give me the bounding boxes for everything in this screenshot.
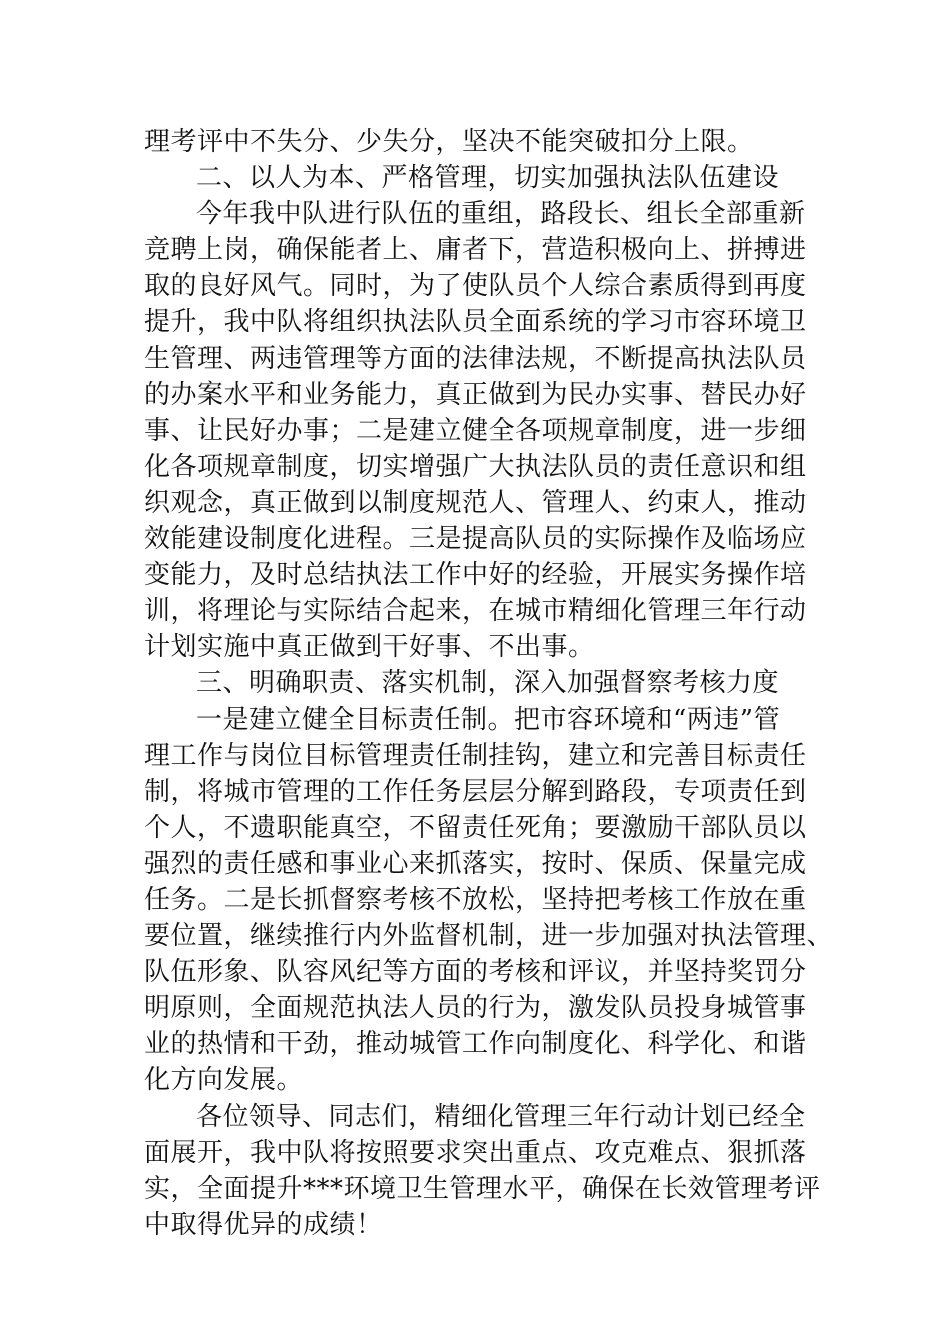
text-line: 队伍形象、队容风纪等方面的考核和评议，并坚持奖罚分 bbox=[144, 957, 807, 988]
text-line: 生管理、两违管理等方面的法律法规，不断提高执法队员 bbox=[144, 343, 807, 374]
document-body bbox=[144, 124, 834, 1243]
text-line: 提升，我中队将组织执法队员全面系统的学习市容环境卫 bbox=[144, 307, 807, 338]
text-line: 竞聘上岗，确保能者上、庸者下，营造积极向上、拼搏进 bbox=[144, 235, 807, 266]
text-line: 训，将理论与实际结合起来，在城市精细化管理三年行动 bbox=[144, 596, 807, 627]
paragraph-first-line: 一是建立健全目标责任制。把市容环境和“两违”管 bbox=[196, 704, 781, 735]
text-line: 实，全面提升***环境卫生管理水平，确保在长效管理考评 bbox=[144, 1173, 821, 1204]
text-line: 强烈的责任感和事业心来抓落实，按时、保质、保量完成 bbox=[144, 848, 807, 879]
text-line: 取的良好风气。同时，为了使队员个人综合素质得到再度 bbox=[144, 271, 807, 302]
text-line: 计划实施中真正做到干好事、不出事。 bbox=[144, 632, 595, 663]
text-line: 变能力，及时总结执法工作中好的经验，开展实务操作培 bbox=[144, 560, 807, 591]
text-line: 任务。二是长抓督察考核不放松，坚持把考核工作放在重 bbox=[144, 884, 807, 915]
text-line: 化方向发展。 bbox=[144, 1065, 304, 1096]
text-line: 效能建设制度化进程。三是提高队员的实际操作及临场应 bbox=[144, 524, 807, 555]
text-line: 理考评中不失分、少失分，坚决不能突破扣分上限。 bbox=[144, 127, 754, 157]
paragraph-first-line: 各位领导、同志们，精细化管理三年行动计划已经全 bbox=[196, 1101, 806, 1132]
text-line: 个人，不遗职能真空，不留责任死角；要激励干部队员以 bbox=[144, 812, 807, 843]
text-line: 制，将城市管理的工作任务层层分解到路段，专项责任到 bbox=[144, 776, 807, 807]
text-line: 事、让民好办事；二是建立健全各项规章制度，进一步细 bbox=[144, 415, 807, 446]
text-line: 明原则，全面规范执法人员的行为，激发队员投身城管事 bbox=[144, 993, 807, 1024]
section-heading: 三、明确职责、落实机制，深入加强督察考核力度 bbox=[196, 668, 780, 699]
text-line: 的办案水平和业务能力，真正做到为民办实事、替民办好 bbox=[144, 379, 807, 410]
text-line: 中取得优异的成绩！ bbox=[144, 1209, 383, 1240]
text-line: 化各项规章制度，切实增强广大执法队员的责任意识和组 bbox=[144, 451, 807, 482]
text-line: 织观念，真正做到以制度规范人、管理人、约束人，推动 bbox=[144, 487, 807, 518]
text-line: 面展开，我中队将按照要求突出重点、攻克难点、狠抓落 bbox=[144, 1137, 807, 1168]
paragraph-first-line: 今年我中队进行队伍的重组，路段长、组长全部重新 bbox=[196, 199, 806, 230]
text-line: 要位置，继续推行内外监督机制，进一步加强对执法管理、 bbox=[144, 921, 834, 952]
text-line: 理工作与岗位目标管理责任制挂钩，建立和完善目标责任 bbox=[144, 740, 807, 771]
section-heading: 二、以人为本、严格管理，切实加强执法队伍建设 bbox=[196, 163, 780, 194]
text-line: 业的热情和干劲，推动城管工作向制度化、科学化、和谐 bbox=[144, 1029, 807, 1060]
